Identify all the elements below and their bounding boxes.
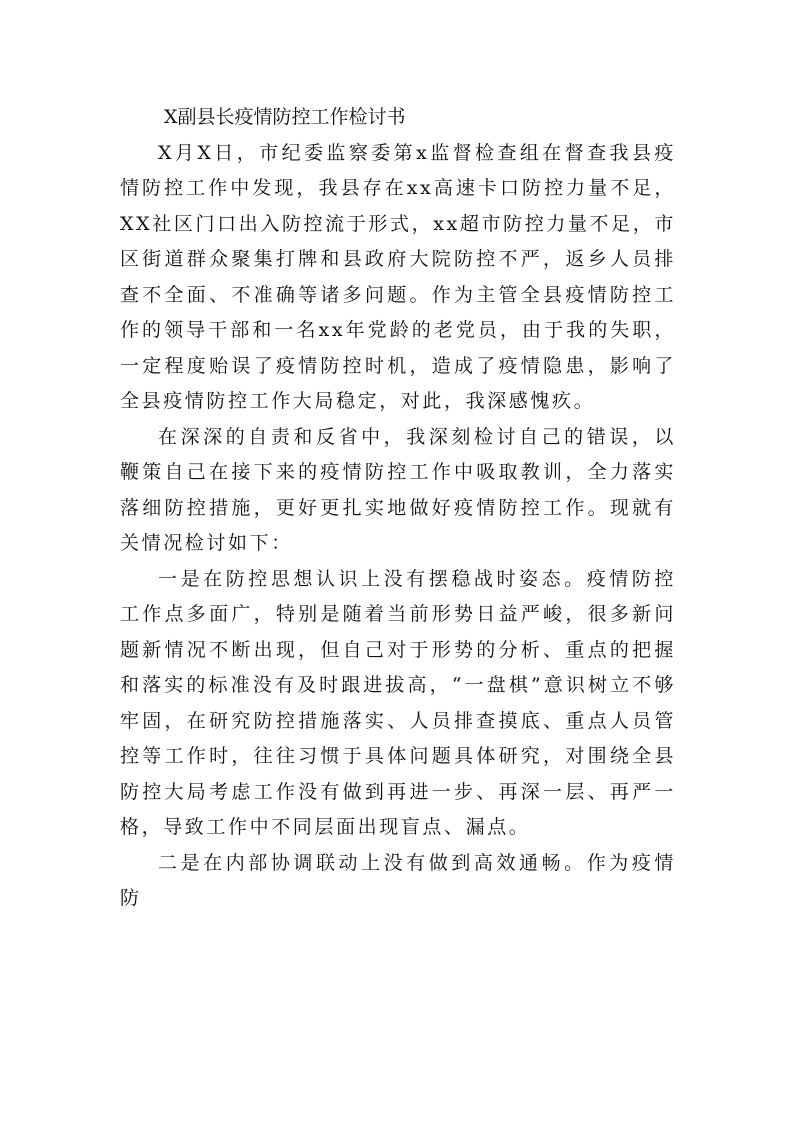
- document-body: [120, 100, 676, 917]
- paragraph-incident: X月X日，市纪委监察委第x监督检查组在督查我县疫情防控工作中发现，我县存在xx高速卡口防控力量不足，XX社区门口出入防控流于形式，xx超市防控力量不足，市区街道群众聚集打牌和县政府大院防控不严，返乡人员排查不全面、不准确等诸多问题。作为主管全县疫情防控工作的领导干部和一名xx年党龄的老党员，由于我的失职，一定程度贻误了疫情防控时机，造成了疫情隐患，影响了全县疫情防控工作大局稳定，对此，我深感愧疚。: [120, 141, 676, 412]
- paragraph-self-reflection: 在深深的自责和反省中，我深刻检讨自己的错误，以鞭策自己在接下来的疫情防控工作中吸取教训，全力落实落细防控措施，更好更扎实地做好疫情防控工作。现就有关情况检讨如下：: [120, 425, 676, 554]
- paragraph-point-two: 二是在内部协调联动上没有做到高效通畅。作为疫情防: [120, 851, 676, 909]
- document-title: X副县长疫情防控工作检讨书: [164, 106, 406, 128]
- paragraph-point-one: 一是在防控思想认识上没有摆稳战时姿态。疫情防控工作点多面广，特别是随着当前形势日益严峻，很多新问题新情况不断出现，但自己对于形势的分析、重点的把握和落实的标准没有及时跟进拔高，“一盘棋”意识树立不够牢固，在研究防控措施落实、人员排查摸底、重点人员管控等工作时，往往习惯于具体问题具体研究，对围绕全县防控大局考虑工作没有做到再进一步、再深一层、再严一格，导致工作中不同层面出现盲点、漏点。: [120, 567, 676, 838]
